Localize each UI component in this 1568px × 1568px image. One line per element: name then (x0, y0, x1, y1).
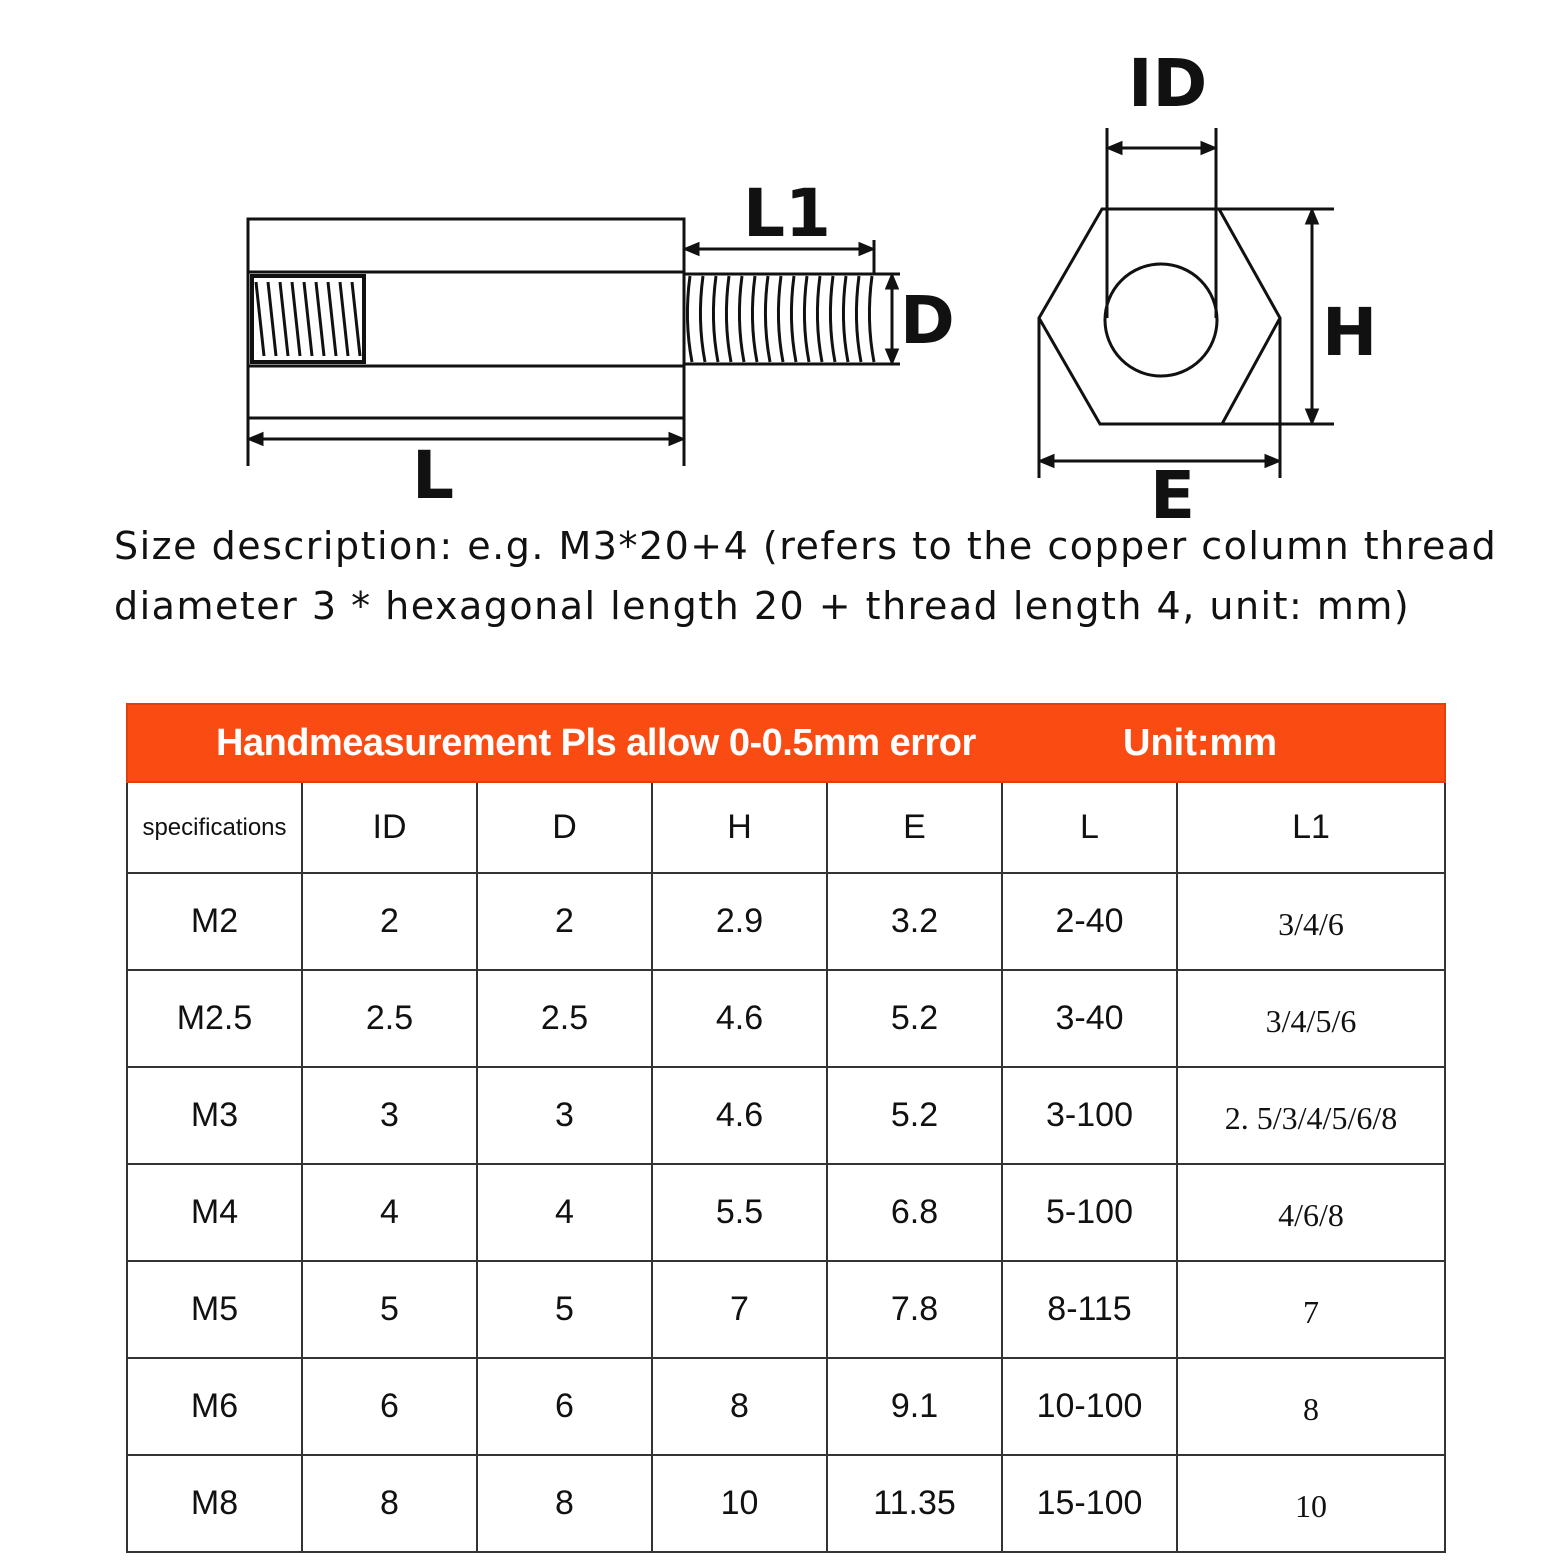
specification-table (126, 703, 1446, 1553)
cell-id: 5 (302, 1261, 477, 1358)
cell-l: 10-100 (1002, 1358, 1177, 1455)
table-header-row (127, 782, 1445, 873)
internal-thread-lines (256, 282, 360, 356)
header-id: ID (302, 782, 477, 873)
table-row (127, 1358, 1445, 1455)
cell-spec: M2.5 (127, 970, 302, 1067)
cell-l1: 8 (1177, 1358, 1445, 1455)
header-l: L (1002, 782, 1177, 873)
cell-spec: M2 (127, 873, 302, 970)
cell-d: 5 (477, 1261, 652, 1358)
cell-h: 10 (652, 1455, 827, 1552)
cell-l1: 4/6/8 (1177, 1164, 1445, 1261)
table-row (127, 1261, 1445, 1358)
label-h: H (1322, 294, 1378, 371)
cell-l1: 3/4/6 (1177, 873, 1445, 970)
cell-spec: M4 (127, 1164, 302, 1261)
cell-e: 6.8 (827, 1164, 1002, 1261)
cell-h: 4.6 (652, 1067, 827, 1164)
cell-l1: 2. 5/3/4/5/6/8 (1177, 1067, 1445, 1164)
table-row (127, 1164, 1445, 1261)
cell-id: 4 (302, 1164, 477, 1261)
cell-e: 7.8 (827, 1261, 1002, 1358)
header-l1: L1 (1177, 782, 1445, 873)
cell-id: 2 (302, 873, 477, 970)
cell-l1: 10 (1177, 1455, 1445, 1552)
cell-l: 3-100 (1002, 1067, 1177, 1164)
cell-l1: 3/4/5/6 (1177, 970, 1445, 1067)
cell-id: 2.5 (302, 970, 477, 1067)
label-d: D (900, 282, 955, 359)
cell-h: 8 (652, 1358, 827, 1455)
cell-d: 2.5 (477, 970, 652, 1067)
cell-spec: M3 (127, 1067, 302, 1164)
header-h: H (652, 782, 827, 873)
cell-e: 3.2 (827, 873, 1002, 970)
label-id: ID (1128, 45, 1208, 122)
header-e: E (827, 782, 1002, 873)
label-l1: L1 (743, 175, 831, 252)
cell-l1: 7 (1177, 1261, 1445, 1358)
cell-id: 3 (302, 1067, 477, 1164)
cell-id: 8 (302, 1455, 477, 1552)
banner-unit: Unit:mm (1123, 721, 1278, 764)
standoff-dimension-diagram (0, 0, 1568, 520)
cell-d: 2 (477, 873, 652, 970)
cell-spec: M5 (127, 1261, 302, 1358)
cell-l: 15-100 (1002, 1455, 1177, 1552)
cell-spec: M6 (127, 1358, 302, 1455)
standoff-side-view (248, 219, 900, 466)
size-description-line-2: diameter 3 * hexagonal length 20 + thread length 4, unit: mm) (114, 584, 1411, 628)
cell-e: 5.2 (827, 970, 1002, 1067)
table-row (127, 970, 1445, 1067)
size-description (114, 516, 1514, 636)
header-d: D (477, 782, 652, 873)
hexagon-end-view (1039, 128, 1334, 478)
cell-h: 2.9 (652, 873, 827, 970)
cell-d: 3 (477, 1067, 652, 1164)
cell-h: 5.5 (652, 1164, 827, 1261)
external-thread-lines (687, 276, 874, 362)
cell-d: 6 (477, 1358, 652, 1455)
label-l: L (412, 437, 455, 514)
cell-h: 7 (652, 1261, 827, 1358)
cell-spec: M8 (127, 1455, 302, 1552)
cell-d: 4 (477, 1164, 652, 1261)
banner-error-note: Handmeasurement Pls allow 0-0.5mm error (216, 721, 976, 764)
size-description-line-1: Size description: e.g. M3*20+4 (refers to the copper column thread (114, 524, 1498, 568)
table-row (127, 1455, 1445, 1552)
table-row (127, 873, 1445, 970)
header-specifications: specifications (127, 782, 302, 873)
cell-id: 6 (302, 1358, 477, 1455)
cell-h: 4.6 (652, 970, 827, 1067)
cell-e: 11.35 (827, 1455, 1002, 1552)
cell-e: 5.2 (827, 1067, 1002, 1164)
cell-l: 8-115 (1002, 1261, 1177, 1358)
cell-l: 5-100 (1002, 1164, 1177, 1261)
label-e: E (1150, 457, 1196, 520)
cell-l: 2-40 (1002, 873, 1177, 970)
cell-l: 3-40 (1002, 970, 1177, 1067)
cell-d: 8 (477, 1455, 652, 1552)
table-row (127, 1067, 1445, 1164)
table-banner (127, 704, 1445, 782)
cell-e: 9.1 (827, 1358, 1002, 1455)
